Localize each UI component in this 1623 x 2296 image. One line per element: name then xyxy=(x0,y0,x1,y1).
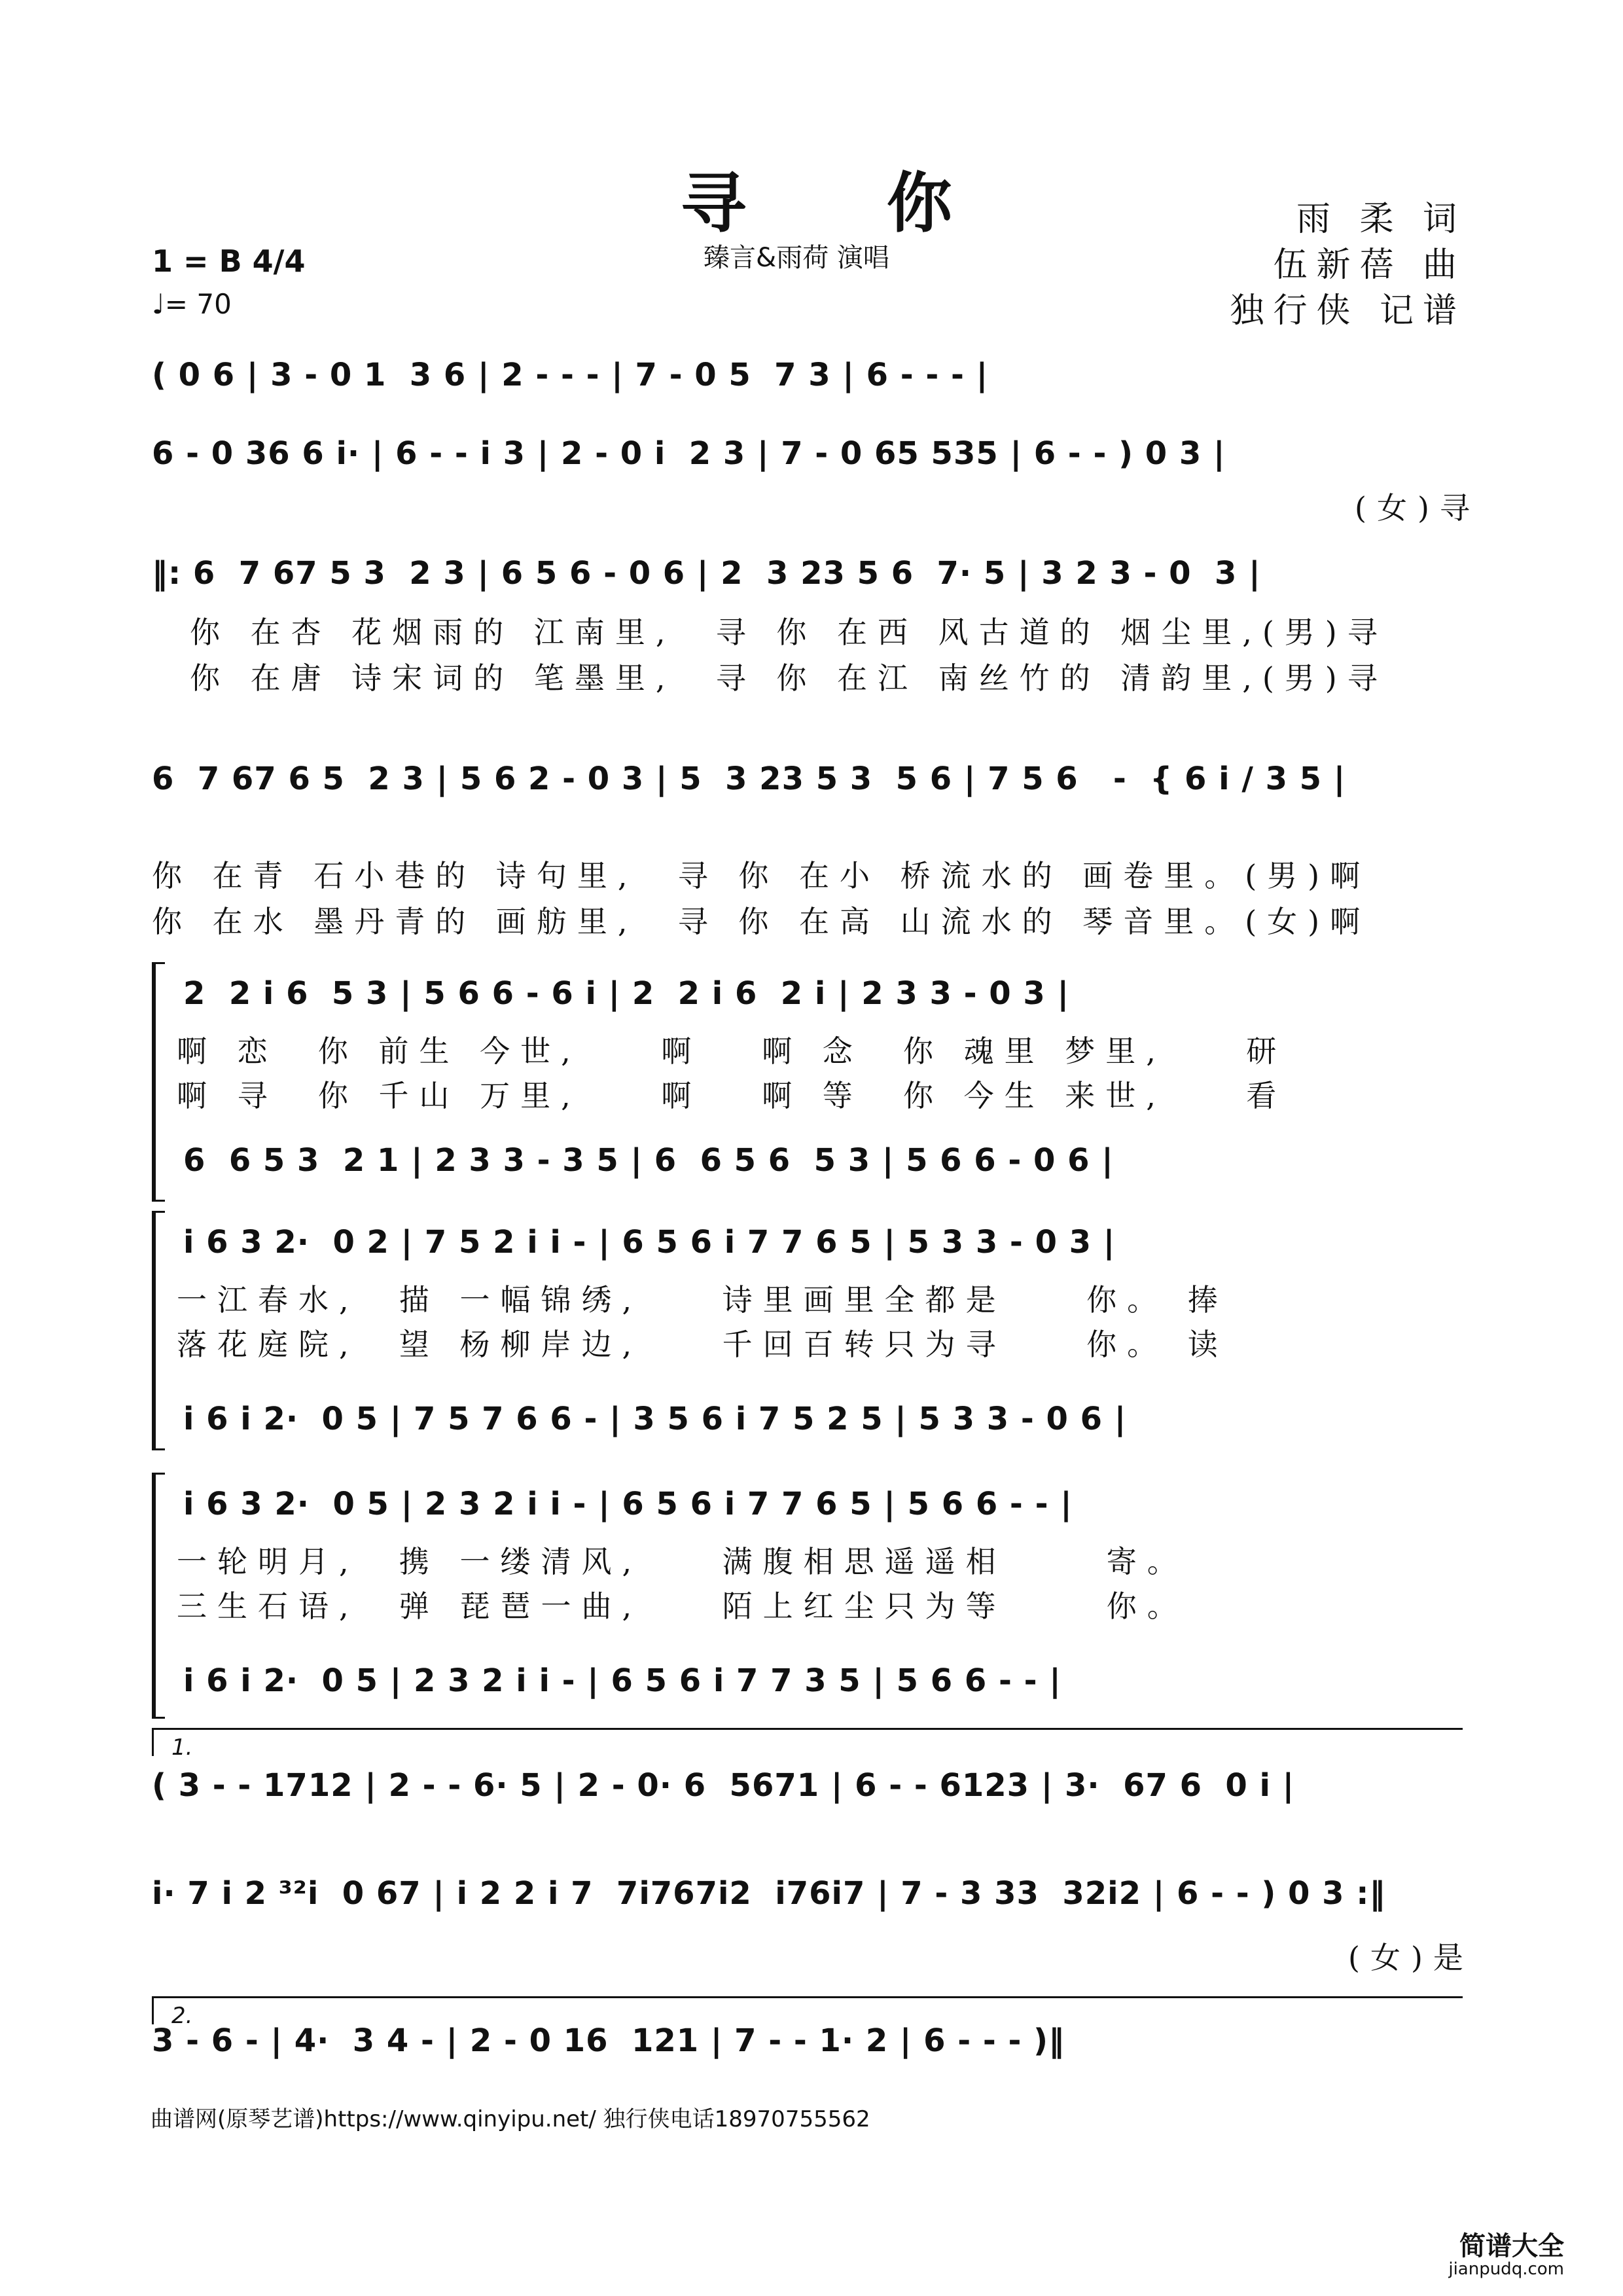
music-line-6-lower: i 6 i 2· 0 5 | 7 5 7 6 6 - | 3 5 6 i 7 5 2 5 | 5 3 3 - 0 6 | xyxy=(183,1401,1127,1437)
music-line-1: ( 0 6 | 3 - 0 1 3 6 | 2 - - - | 7 - 0 5 7 3 | 6 - - - | xyxy=(152,357,989,393)
music-line-10: 3 - 6 - | 4· 3 4 - | 2 - 0 16 121 | 7 - - 1· 2 | 6 - - - )‖ xyxy=(152,2022,1065,2059)
lyricist-credit: 雨 柔 词 xyxy=(1296,200,1466,239)
music-line-3: ‖: 6 7 67 5 3 2 3 | 6 5 6 - 0 6 | 2 3 23 5 6 7· 5 | 3 2 3 - 0 3 | xyxy=(152,555,1261,592)
composer-credit: 伍新蓓 曲 xyxy=(1273,245,1466,285)
site-logo: 简谱大全 xyxy=(1459,2231,1564,2261)
lyric-verse1: 你 在杏 花烟雨的 江南里, 寻 你 在西 风古道的 烟尘里,(男)寻 xyxy=(190,615,1388,650)
second-ending-bracket xyxy=(152,1996,1463,2024)
lyric-verse2: 三生石语, 弹 琵琶一曲, 陌上红尘只为等 你。 xyxy=(177,1588,1188,1624)
music-line-5-lower: 6 6 5 3 2 1 | 2 3 3 - 3 5 | 6 6 5 6 5 3 | 5 6 6 - 0 6 | xyxy=(183,1142,1114,1179)
lyric-line: (女)寻 xyxy=(1355,490,1480,526)
music-line-7-upper: i 6 3 2· 0 5 | 2 3 2 i i - | 6 5 6 i 7 7 6 5 | 5 6 6 - - | xyxy=(183,1486,1073,1522)
first-ending-bracket xyxy=(152,1728,1463,1756)
key-signature: 1 = B 4/4 xyxy=(152,243,306,279)
volta-1-label: 1. xyxy=(171,1734,193,1761)
music-line-2: 6 - 0 36 6 i· | 6 - - i 3 | 2 - 0 i 2 3 | 7 - 0 65 535 | 6 - - ) 0 3 | xyxy=(152,435,1226,472)
lyric-verse2: 落花庭院, 望 杨柳岸边, 千回百转只为寻 你。 读 xyxy=(177,1327,1228,1362)
lyric-verse2: 你 在水 墨丹青的 画舫里, 寻 你 在高 山流水的 琴音里。(女)啊 xyxy=(152,904,1371,939)
lyric-verse1: 你 在青 石小巷的 诗句里, 寻 你 在小 桥流水的 画卷里。(男)啊 xyxy=(152,858,1371,893)
music-line-5-upper: 2 2 i 6 5 3 | 5 6 6 - 6 i | 2 2 i 6 2 i | 2 3 3 - 0 3 | xyxy=(183,975,1069,1012)
page-title: 寻 你 xyxy=(681,164,1011,242)
lyric-verse1: 一江春水, 描 一幅锦绣, 诗里画里全都是 你。 捧 xyxy=(177,1282,1228,1318)
music-line-4: 6 7 67 6 5 2 3 | 5 6 2 - 0 3 | 5 3 23 5 3 5 6 | 7 5 6 - { 6 i / 3 5 | xyxy=(152,761,1346,797)
music-line-9: i· 7 i 2 ³²i 0 67 | i 2 2 i 7 7i767i2 i76i7 | 7 - 3 33 32i2 | 6 - - ) 0 3 :‖ xyxy=(152,1875,1386,1912)
lyric-line: (女)是 xyxy=(1348,1940,1474,1975)
lyric-verse1: 啊 恋 你 前生 今世, 啊 啊 念 你 魂里 梦里, 研 xyxy=(177,1033,1287,1069)
site-logo-url: jianpudq.com xyxy=(1448,2259,1564,2279)
tempo-mark: ♩= 70 xyxy=(152,288,232,320)
transcriber-credit: 独行侠 记谱 xyxy=(1230,291,1466,331)
footer-source: 曲谱网(原琴艺谱)https://www.qinyipu.net/ 独行侠电话18970755562 xyxy=(151,2106,870,2132)
lyric-verse2: 你 在唐 诗宋词的 笔墨里, 寻 你 在江 南丝竹的 清韵里,(男)寻 xyxy=(190,660,1388,696)
lyric-verse2: 啊 寻 你 千山 万里, 啊 啊 等 你 今生 来世, 看 xyxy=(177,1078,1287,1113)
music-line-8: ( 3 - - 1712 | 2 - - 6· 5 | 2 - 0· 6 5671 | 6 - - 6123 | 3· 67 6 0 i | xyxy=(152,1767,1295,1804)
music-line-7-lower: i 6 i 2· 0 5 | 2 3 2 i i - | 6 5 6 i 7 7 3 5 | 5 6 6 - - | xyxy=(183,1662,1061,1699)
lyric-verse1: 一轮明月, 携 一缕清风, 满腹相思遥遥相 寄。 xyxy=(177,1544,1188,1579)
music-line-6-upper: i 6 3 2· 0 2 | 7 5 2 i i - | 6 5 6 i 7 7 6 5 | 5 3 3 - 0 3 | xyxy=(183,1224,1116,1261)
performer: 臻言&雨荷 演唱 xyxy=(704,243,889,273)
volta-2-label: 2. xyxy=(171,2003,193,2029)
system-brace xyxy=(152,962,165,1202)
system-brace xyxy=(152,1211,165,1450)
system-brace xyxy=(152,1473,165,1719)
